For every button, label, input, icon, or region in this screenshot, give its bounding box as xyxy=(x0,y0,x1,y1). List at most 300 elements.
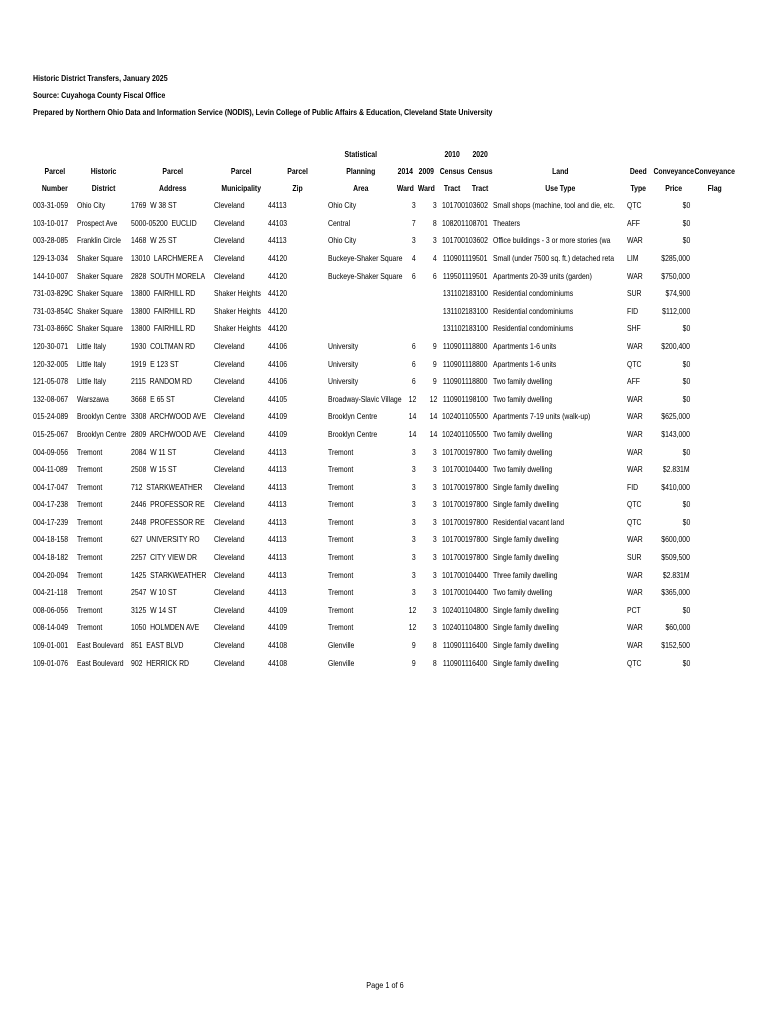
planning-area: Ohio City xyxy=(328,200,357,211)
census-tract-2020: 183100 xyxy=(465,288,488,299)
table-row xyxy=(33,408,733,426)
deed-type: AFF xyxy=(627,217,640,228)
land-use-type: Small (under 7500 sq. ft.) detached reta xyxy=(493,252,615,263)
parcel-municipality: Cleveland xyxy=(214,499,245,510)
parcel-zip: 44113 xyxy=(268,481,287,492)
parcel-zip: 44108 xyxy=(268,657,288,668)
column-header-line: Ward xyxy=(396,183,414,193)
census-tract-2010: 110901 xyxy=(442,376,465,387)
census-tract-2020: 119501 xyxy=(465,252,488,263)
deed-type: WAR xyxy=(627,622,643,633)
column-header-line: Conveyance xyxy=(653,166,694,176)
parcel-number: 120-32-005 xyxy=(33,358,69,369)
census-tract-2010: 102401 xyxy=(442,604,465,615)
column-header-line: Statistical xyxy=(344,149,378,159)
historic-district: Tremont xyxy=(77,446,103,457)
ward-2009: 8 xyxy=(433,217,437,228)
column-header-line: District xyxy=(92,183,116,193)
land-use-type: Apartments 20-39 units (garden) xyxy=(493,270,592,281)
transfers-table xyxy=(33,146,733,672)
ward-2009: 4 xyxy=(433,252,437,263)
conveyance-price: $2.831M xyxy=(663,569,690,580)
conveyance-price: $0 xyxy=(682,499,690,510)
column-header-line: Type xyxy=(630,183,646,193)
land-use-type: Single family dwelling xyxy=(493,604,559,615)
column-header-line: Flag xyxy=(707,183,722,193)
ward-2009: 3 xyxy=(433,534,437,545)
parcel-zip: 44113 xyxy=(268,499,287,510)
deed-type: FID xyxy=(627,481,639,492)
parcel-municipality: Cleveland xyxy=(214,393,245,404)
census-tract-2010: 101700 xyxy=(442,534,465,545)
parcel-municipality: Cleveland xyxy=(214,428,245,439)
conveyance-flag xyxy=(690,215,733,233)
conveyance-price: $0 xyxy=(682,358,690,369)
ward-2009: 9 xyxy=(433,340,437,351)
parcel-number: 004-18-158 xyxy=(33,534,69,545)
ward-2014: 14 xyxy=(408,428,416,439)
conveyance-flag xyxy=(690,267,733,285)
deed-type: WAR xyxy=(627,640,643,651)
deed-type: QTC xyxy=(627,499,642,510)
census-tract-2010: 101700 xyxy=(442,446,465,457)
historic-district: Shaker Square xyxy=(77,323,123,334)
parcel-zip: 44113 xyxy=(268,516,287,527)
parcel-address: 1468 W 25 ST xyxy=(131,235,177,246)
parcel-address: 5000-05200 EUCLID xyxy=(131,217,197,228)
column-header-line: Census xyxy=(439,166,465,176)
parcel-municipality: Cleveland xyxy=(214,340,245,351)
table-header xyxy=(33,146,733,197)
parcel-number: 132-08-067 xyxy=(33,393,69,404)
census-tract-2020: 104400 xyxy=(465,587,488,598)
table-row xyxy=(33,250,733,268)
ward-2009: 3 xyxy=(433,200,437,211)
deed-type: QTC xyxy=(627,200,642,211)
historic-district: Tremont xyxy=(77,499,103,510)
planning-area: Broadway-Slavic Village xyxy=(328,393,402,404)
parcel-address: 13800 FAIRHILL RD xyxy=(131,305,196,316)
historic-district: Tremont xyxy=(77,464,103,475)
census-tract-2020: 104800 xyxy=(465,604,488,615)
ward-2014: 6 xyxy=(412,270,416,281)
ward-2014: 3 xyxy=(412,587,416,598)
column-header-line: Address xyxy=(158,183,187,193)
column-header-line: Land xyxy=(551,166,569,176)
planning-area: University xyxy=(328,340,359,351)
land-use-type: Two family dwelling xyxy=(493,393,553,404)
census-tract-2020: 108701 xyxy=(465,217,488,228)
parcel-zip: 44106 xyxy=(268,340,288,351)
conveyance-price: $625,000 xyxy=(661,411,690,422)
historic-district: Tremont xyxy=(77,604,103,615)
census-tract-2010: 110901 xyxy=(442,393,465,404)
ward-2009: 3 xyxy=(433,552,437,563)
historic-district: Tremont xyxy=(77,516,103,527)
parcel-zip: 44113 xyxy=(268,200,287,211)
census-tract-2010: 101700 xyxy=(442,235,465,246)
table-row xyxy=(33,215,733,233)
land-use-type: Two family dwelling xyxy=(493,428,553,439)
deed-type: QTC xyxy=(627,516,642,527)
parcel-number: 004-17-238 xyxy=(33,499,69,510)
planning-area xyxy=(328,320,394,338)
land-use-type: Residential vacant land xyxy=(493,516,565,527)
census-tract-2020: 116400 xyxy=(465,640,488,651)
historic-district: Prospect Ave xyxy=(77,217,118,228)
column-header-parcel-number xyxy=(33,146,77,197)
historic-district: Shaker Square xyxy=(77,305,123,316)
historic-district: Tremont xyxy=(77,622,103,633)
planning-area: Tremont xyxy=(328,516,354,527)
conveyance-flag xyxy=(690,426,733,444)
parcel-municipality: Cleveland xyxy=(214,376,245,387)
parcel-number: 004-21-118 xyxy=(33,587,68,598)
conveyance-price: $0 xyxy=(682,235,690,246)
land-use-type: Apartments 1-6 units xyxy=(493,358,557,369)
census-tract-2010: 131102 xyxy=(442,323,465,334)
conveyance-flag xyxy=(690,619,733,637)
parcel-address: 712 STARKWEATHER xyxy=(131,481,203,492)
column-header-line: Conveyance xyxy=(694,166,735,176)
column-header-historic-district xyxy=(77,146,131,197)
table-row xyxy=(33,232,733,250)
ward-2009: 3 xyxy=(433,587,437,598)
parcel-municipality: Cleveland xyxy=(214,604,245,615)
parcel-zip: 44106 xyxy=(268,376,288,387)
ward-2014: 6 xyxy=(412,340,416,351)
census-tract-2010: 119501 xyxy=(442,270,465,281)
conveyance-price: $0 xyxy=(682,393,690,404)
ward-2009: 8 xyxy=(433,657,437,668)
conveyance-flag xyxy=(690,531,733,549)
column-header-spa xyxy=(328,146,394,197)
historic-district: Little Italy xyxy=(77,376,107,387)
ward-2009: 3 xyxy=(433,516,437,527)
column-header-census-2020 xyxy=(465,146,493,197)
parcel-municipality: Cleveland xyxy=(214,358,245,369)
parcel-zip: 44113 xyxy=(268,464,287,475)
parcel-number: 731-03-854C xyxy=(33,305,74,316)
census-tract-2010: 101700 xyxy=(442,464,465,475)
historic-district: Tremont xyxy=(77,534,103,545)
planning-area: Tremont xyxy=(328,622,354,633)
column-header-deed-type xyxy=(627,146,649,197)
census-tract-2020: 118800 xyxy=(465,340,488,351)
census-tract-2010: 101700 xyxy=(442,481,465,492)
historic-district: Little Italy xyxy=(77,340,107,351)
parcel-number: 003-28-085 xyxy=(33,235,69,246)
parcel-zip: 44113 xyxy=(268,587,287,598)
census-tract-2020: 105500 xyxy=(465,428,488,439)
ward-2009: 9 xyxy=(433,358,437,369)
parcel-municipality: Cleveland xyxy=(214,516,245,527)
historic-district: Shaker Square xyxy=(77,252,123,263)
ward-2014: 3 xyxy=(412,534,416,545)
land-use-type: Residential condominiums xyxy=(493,305,574,316)
parcel-number: 015-25-067 xyxy=(33,428,69,439)
planning-area: Tremont xyxy=(328,464,354,475)
conveyance-flag xyxy=(690,479,733,497)
deed-type: FID xyxy=(627,305,639,316)
conveyance-flag xyxy=(690,320,733,338)
table-row xyxy=(33,373,733,391)
parcel-address: 13800 FAIRHILL RD xyxy=(131,323,196,334)
census-tract-2020: 103602 xyxy=(465,235,488,246)
deed-type: SUR xyxy=(627,552,642,563)
census-tract-2010: 101700 xyxy=(442,200,465,211)
table-row xyxy=(33,549,733,567)
ward-2014 xyxy=(394,320,416,338)
conveyance-price: $152,500 xyxy=(661,640,690,651)
planning-area: Tremont xyxy=(328,499,354,510)
deed-type: QTC xyxy=(627,657,642,668)
deed-type: WAR xyxy=(627,393,643,404)
land-use-type: Apartments 1-6 units xyxy=(493,340,557,351)
historic-district: Little Italy xyxy=(77,358,107,369)
conveyance-flag xyxy=(690,285,733,303)
parcel-address: 2547 W 10 ST xyxy=(131,587,177,598)
column-header-line: Ward xyxy=(418,183,435,193)
page-footer xyxy=(0,980,770,990)
planning-area: Tremont xyxy=(328,604,354,615)
planning-area: Glenville xyxy=(328,657,355,668)
parcel-zip: 44120 xyxy=(268,288,288,299)
land-use-type: Theaters xyxy=(493,217,521,228)
parcel-zip: 44120 xyxy=(268,323,288,334)
column-header-line: Parcel xyxy=(287,166,309,176)
deed-type: WAR xyxy=(627,411,643,422)
ward-2014: 3 xyxy=(412,516,416,527)
column-header-census-2010 xyxy=(437,146,465,197)
conveyance-flag xyxy=(690,496,733,514)
census-tract-2010: 101700 xyxy=(442,569,465,580)
census-tract-2010: 108201 xyxy=(442,217,465,228)
ward-2014: 14 xyxy=(408,411,416,422)
conveyance-price: $365,000 xyxy=(661,587,690,598)
ward-2014: 3 xyxy=(412,446,416,457)
parcel-address: 3308 ARCHWOOD AVE xyxy=(131,411,207,422)
land-use-type: Residential condominiums xyxy=(493,288,574,299)
table-row xyxy=(33,514,733,532)
conveyance-flag xyxy=(690,338,733,356)
census-tract-2020: 198100 xyxy=(465,393,488,404)
parcel-zip: 44113 xyxy=(268,552,287,563)
parcel-municipality: Cleveland xyxy=(214,569,245,580)
parcel-municipality: Cleveland xyxy=(214,657,245,668)
parcel-address: 1425 STARKWEATHER xyxy=(131,569,207,580)
conveyance-price: $200,400 xyxy=(661,340,690,351)
parcel-municipality: Cleveland xyxy=(214,411,245,422)
parcel-number: 004-20-094 xyxy=(33,569,69,580)
parcel-address: 2508 W 15 ST xyxy=(131,464,177,475)
census-tract-2010: 110901 xyxy=(442,640,465,651)
column-header-line: Parcel xyxy=(44,166,66,176)
planning-area: Brooklyn Centre xyxy=(328,428,378,439)
parcel-number: 004-17-047 xyxy=(33,481,69,492)
parcel-zip: 44113 xyxy=(268,235,287,246)
table-row xyxy=(33,584,733,602)
planning-area: Tremont xyxy=(328,587,354,598)
census-tract-2020: 118800 xyxy=(465,358,488,369)
parcel-municipality: Shaker Heights xyxy=(214,288,261,299)
column-header-line: Area xyxy=(353,183,369,193)
column-header-conveyance-flag xyxy=(690,146,733,197)
parcel-number: 015-24-089 xyxy=(33,411,69,422)
conveyance-price: $600,000 xyxy=(661,534,690,545)
ward-2009 xyxy=(416,303,437,321)
planning-area: University xyxy=(328,358,359,369)
column-header-line: Number xyxy=(42,183,68,193)
conveyance-flag xyxy=(690,391,733,409)
census-tract-2020: 197800 xyxy=(465,534,488,545)
ward-2014: 7 xyxy=(412,217,416,228)
conveyance-flag xyxy=(690,408,733,426)
table-row xyxy=(33,496,733,514)
column-header-ward-2014 xyxy=(394,146,416,197)
land-use-type: Single family dwelling xyxy=(493,657,559,668)
ward-2014: 4 xyxy=(412,252,416,263)
deed-type: WAR xyxy=(627,446,643,457)
census-tract-2010: 101700 xyxy=(442,516,465,527)
ward-2014: 3 xyxy=(412,481,416,492)
planning-area: Tremont xyxy=(328,569,354,580)
historic-district: Franklin Circle xyxy=(77,235,121,246)
column-header-line: Use Type xyxy=(544,183,576,193)
table-row xyxy=(33,267,733,285)
deed-type: WAR xyxy=(627,534,643,545)
report-source: Source: Cuyahoga County Fiscal Office xyxy=(33,91,166,100)
planning-area: Tremont xyxy=(328,552,354,563)
planning-area: Tremont xyxy=(328,446,354,457)
ward-2009: 12 xyxy=(429,393,437,404)
column-header-line: 2020 xyxy=(472,149,488,159)
ward-2014: 9 xyxy=(412,657,416,668)
conveyance-price: $410,000 xyxy=(661,481,690,492)
column-header-line: Historic xyxy=(91,166,117,176)
table-row xyxy=(33,443,733,461)
parcel-zip: 44106 xyxy=(268,358,288,369)
column-header-parcel-municipality xyxy=(214,146,268,197)
ward-2009 xyxy=(416,320,437,338)
parcel-number: 731-03-866C xyxy=(33,323,74,334)
conveyance-flag xyxy=(690,250,733,268)
column-header-line: Zip xyxy=(292,183,304,193)
census-tract-2020: 197800 xyxy=(465,446,488,457)
historic-district: East Boulevard xyxy=(77,657,124,668)
conveyance-price: $285,000 xyxy=(661,252,690,263)
census-tract-2020: 183100 xyxy=(465,305,488,316)
land-use-type: Small shops (machine, tool and die, etc. xyxy=(493,200,615,211)
parcel-address: 2448 PROFESSOR RE xyxy=(131,516,205,527)
census-tract-2010: 110901 xyxy=(442,358,465,369)
conveyance-flag xyxy=(690,197,733,215)
parcel-municipality: Cleveland xyxy=(214,235,245,246)
ward-2014: 3 xyxy=(412,235,416,246)
parcel-zip: 44113 xyxy=(268,446,287,457)
table-row xyxy=(33,303,733,321)
census-tract-2020: 104400 xyxy=(465,464,488,475)
parcel-address: 627 UNIVERSITY RO xyxy=(131,534,200,545)
parcel-municipality: Cleveland xyxy=(214,270,245,281)
ward-2009: 3 xyxy=(433,499,437,510)
census-tract-2010: 102401 xyxy=(442,622,465,633)
parcel-address: 13010 LARCHMERE A xyxy=(131,252,204,263)
ward-2009 xyxy=(416,285,437,303)
column-header-line: Deed xyxy=(629,166,647,176)
census-tract-2010: 101700 xyxy=(442,552,465,563)
historic-district: Tremont xyxy=(77,587,103,598)
parcel-address: 2446 PROFESSOR RE xyxy=(131,499,205,510)
parcel-number: 103-10-017 xyxy=(33,217,69,228)
ward-2009: 3 xyxy=(433,464,437,475)
census-tract-2010: 110901 xyxy=(442,252,465,263)
ward-2014: 6 xyxy=(412,376,416,387)
deed-type: SHF xyxy=(627,323,641,334)
land-use-type: Two family dwelling xyxy=(493,587,553,598)
deed-type: WAR xyxy=(627,587,643,598)
parcel-address: 2257 CITY VIEW DR xyxy=(131,552,197,563)
deed-type: WAR xyxy=(627,235,643,246)
census-tract-2020: 103602 xyxy=(465,200,488,211)
census-tract-2020: 116400 xyxy=(465,657,488,668)
parcel-number: 120-30-071 xyxy=(33,340,69,351)
table-row xyxy=(33,637,733,655)
report-title: Historic District Transfers, January 2025 xyxy=(33,74,168,83)
historic-district: Shaker Square xyxy=(77,270,123,281)
parcel-address: 2809 ARCHWOOD AVE xyxy=(131,428,207,439)
table-row xyxy=(33,531,733,549)
ward-2014: 3 xyxy=(412,569,416,580)
column-header-line: 2014 xyxy=(397,166,413,176)
ward-2009: 3 xyxy=(433,235,437,246)
ward-2014 xyxy=(394,303,416,321)
conveyance-price: $143,000 xyxy=(661,428,690,439)
conveyance-flag xyxy=(690,654,733,672)
column-header-line: Parcel xyxy=(162,166,183,176)
column-header-line: 2010 xyxy=(444,149,460,159)
census-tract-2020: 104400 xyxy=(465,569,488,580)
table-row xyxy=(33,654,733,672)
ward-2009: 14 xyxy=(429,428,437,439)
conveyance-flag xyxy=(690,232,733,250)
parcel-number: 731-03-829C xyxy=(33,288,74,299)
conveyance-price: $0 xyxy=(682,516,690,527)
parcel-address: 1769 W 38 ST xyxy=(131,200,177,211)
parcel-municipality: Cleveland xyxy=(214,534,245,545)
page-number: Page 1 of 6 xyxy=(366,980,404,990)
ward-2014: 9 xyxy=(412,640,416,651)
column-header-line: Tract xyxy=(471,183,489,193)
conveyance-price: $60,000 xyxy=(665,622,690,633)
parcel-address: 1919 E 123 ST xyxy=(131,358,179,369)
conveyance-price: $112,000 xyxy=(661,305,690,316)
land-use-type: Office buildings - 3 or more stories (wa xyxy=(493,235,611,246)
parcel-address: 2084 W 11 ST xyxy=(131,446,177,457)
conveyance-flag xyxy=(690,549,733,567)
parcel-number: 008-06-056 xyxy=(33,604,69,615)
parcel-number: 121-05-078 xyxy=(33,376,69,387)
parcel-number: 129-13-034 xyxy=(33,252,69,263)
parcel-municipality: Cleveland xyxy=(214,622,245,633)
column-header-land-use xyxy=(493,146,627,197)
historic-district: Shaker Square xyxy=(77,288,123,299)
land-use-type: Two family dwelling xyxy=(493,376,553,387)
conveyance-price: $0 xyxy=(682,376,690,387)
parcel-municipality: Shaker Heights xyxy=(214,305,261,316)
conveyance-flag xyxy=(690,461,733,479)
column-header-line: 2009 xyxy=(418,166,435,176)
